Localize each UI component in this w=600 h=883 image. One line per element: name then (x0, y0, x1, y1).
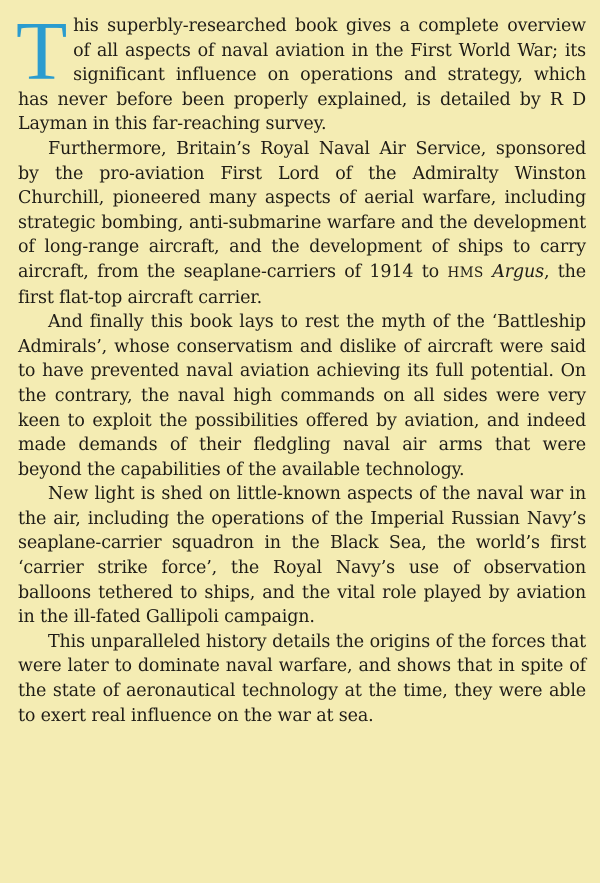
paragraph-2-text-after: , the first flat-top aircraft carrier. (18, 261, 586, 308)
ship-prefix: HMS (447, 264, 484, 281)
paragraph-2 (18, 137, 586, 310)
paragraph-1-text: his superbly-researched book gives a complete overview of all aspects of naval aviation in the First World War; its significant influence on operations and strategy, which has never before been properly explained, is detailed by R D Layman in this far-reaching survey. (18, 16, 586, 135)
paragraph-4-text: New light is shed on little-known aspects of the naval war in the air, including the operations of the Imperial Russian Navy’s seaplane-carrier squadron in the Black Sea, the world’s first ‘carrier strike force’, the Royal Navy’s use of observation balloons tethered to ships, and the vital role played by aviation in the ill-fated Gallipoli campaign. (18, 484, 586, 628)
paragraph-5 (18, 630, 586, 728)
ship-name: Argus (492, 261, 544, 282)
paragraph-3-text: And finally this book lays to rest the myth of the ‘Battleship Admirals’, whose conservatism and dislike of aircraft were said to have prevented naval aviation achieving its full potential. On the contrary, the naval high commands on all sides were very keen to exploit the possibilities offered by aviation, and indeed made demands of their fledgling naval air arms that were beyond the capabilities of the available technology. (18, 312, 586, 480)
paragraph-2-text-before: Furthermore, Britain’s Royal Naval Air Service, sponsored by the pro-aviation First Lord of the Admiralty Winston Churchill, pioneered many aspects of aerial warfare, including strategic bombing, anti-submarine warfare and the development of long-range aircraft, and the development of ships to carry aircraft, from the seaplane-carriers of 1914 to (18, 138, 586, 282)
drop-cap: T (16, 5, 68, 98)
blurb-text (16, 5, 586, 728)
paragraph-3 (18, 310, 586, 482)
paragraph-5-text: This unparalleled history details the origins of the forces that were later to dominate naval warfare, and shows that in spite of the state of aeronautical technology at the time, they were able to exert real influence on the war at sea. (18, 631, 586, 726)
paragraph-4 (18, 482, 586, 630)
paragraph-1 (16, 5, 586, 137)
